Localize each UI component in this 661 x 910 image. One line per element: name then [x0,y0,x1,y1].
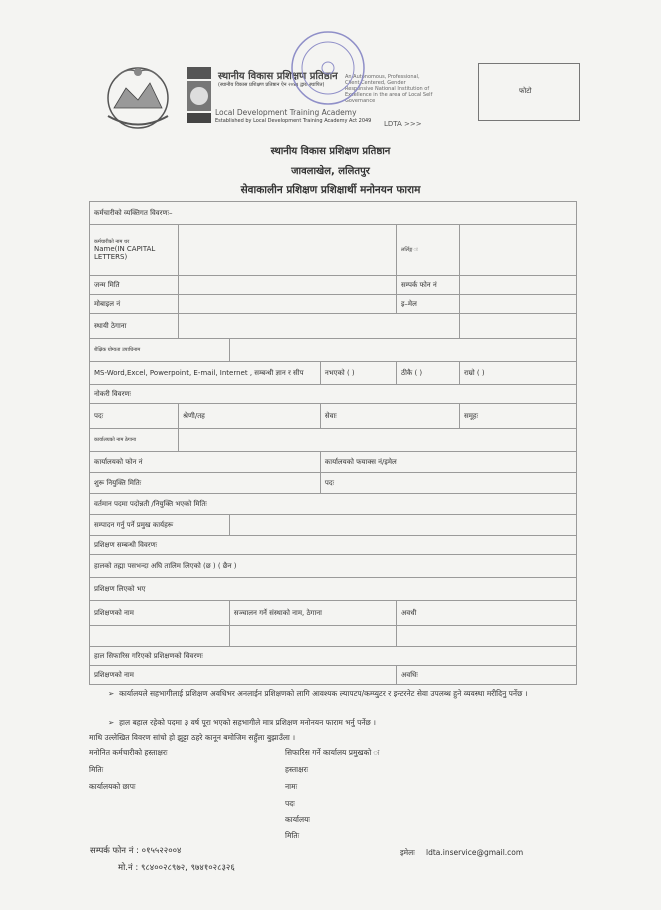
main-duties-value[interactable] [229,515,576,536]
duration-label: अवधी [397,601,577,626]
head-office-label: कार्यालयः [285,815,310,824]
dob-value[interactable] [179,276,397,295]
footer-email[interactable]: ldta.inservice@gmail.com [426,848,524,857]
address-label: स्थायी ठेगाना [90,314,179,339]
group-label: समूहः [460,404,577,429]
email-label: इ–मेल [397,295,460,314]
duration2-label: अवधिः [397,666,577,685]
contact-phone-label: सम्पर्क फोन नं [397,276,460,295]
gender-value[interactable] [460,225,577,276]
photo-label: फोटो [519,87,532,95]
sign-date-label: मितिः [89,765,104,774]
name-label: कर्मचारीको नाम थर Name(IN CAPITAL LETTERS) [90,225,179,276]
recommended-training-heading: हाल सिफारिस गरिएको प्रशिक्षणको विवरणः [90,647,577,666]
title-location: जावलाखेल, ललितपुर [291,166,370,177]
service-label: सेवाः [320,404,459,429]
address-extra[interactable] [460,314,577,339]
level-label: श्रेणी/तह [179,404,321,429]
nepal-emblem [96,58,180,138]
recommending-head-label: सिफारिस गर्ने कार्यालय प्रमुखको ः [285,748,380,757]
nomination-form [89,201,577,685]
tagline: An Autonomous, Professional, Client Centered, Gender Responsive National Institution of Excellence in the area of Local Self Governance [345,74,433,104]
training-row-1-duration[interactable] [397,626,577,647]
official-stamp [288,28,368,108]
training-name2-label: प्रशिक्षणको नाम [90,666,397,685]
education-value[interactable] [229,339,576,362]
office-address-value[interactable] [179,429,577,452]
arrow-icon: ➢ [108,718,115,727]
name-value[interactable] [179,225,397,276]
footer-mobile: मो.नं : ९८४००२८९७२, ९७४१०२८३२६ [118,863,235,873]
training-details-heading: प्रशिक्षण सम्बन्धी विवरणः [90,536,577,555]
nominee-sign-label: मनोनित कर्मचारीको हस्ताक्षरः [89,748,168,757]
dob-label: जन्म मिति [90,276,179,295]
office-seal-label: कार्यालयको छापः [89,782,136,791]
address-value[interactable] [179,314,460,339]
org-name-np: स्थानीय विकास प्रशिक्षण प्रतिष्ठान [218,71,338,82]
org-name-en: Local Development Training Academy [215,108,357,117]
note-2: ➢ हाल बहाल रहेको पदमा ३ वर्ष पूरा भएको सहभागीले मात्र प्रशिक्षण मनोनयन फाराम भर्नु पर्नेछ । [108,718,376,727]
email-value[interactable] [460,295,577,314]
training-name-label: प्रशिक्षणको नाम [90,601,230,626]
contact-phone-value[interactable] [460,276,577,295]
computer-skills-label: MS-Word,Excel, Powerpoint, E-mail, Internet , सम्बन्धी ज्ञान र सीप [90,362,321,385]
trainings-taken-heading: प्रशिक्षण लिएको भए [90,578,577,601]
org-name-en-sub: Established by Local Development Training Academy Act 2049 [215,118,372,124]
mobile-value[interactable] [179,295,397,314]
training-row-1-org[interactable] [229,626,396,647]
footer-email-label: इमेलः [400,848,415,857]
post-label: पदः [90,404,179,429]
head-sign-label: हस्ताक्षरः [285,765,309,774]
skill-good[interactable]: राम्रो ( ) [460,362,577,385]
ldta-mark: LDTA >>> [384,120,422,128]
head-name-label: नामः [285,782,298,791]
mobile-label: मोबाइल नं [90,295,179,314]
title-org: स्थानीय विकास प्रशिक्षण प्रतिष्ठान [270,146,391,157]
education-label: शैक्षिक योग्यता उपाधिनाम [90,339,230,362]
org-name-np-sub: (स्थानीय विकास प्रशिक्षण प्रतिष्ठान ऐन २०४९ द्वारा स्थापित) [218,82,325,88]
ldta-logo [185,65,213,125]
training-row-1-name[interactable] [90,626,230,647]
office-address-label: कार्यालयको नाम ठेगाना [90,429,179,452]
title-form: सेवाकालीन प्रशिक्षण प्रशिक्षार्थी मनोनयन फाराम [240,184,421,196]
head-date-label: मितिः [285,831,300,840]
main-duties-label: सम्पादन गर्नु पर्ने प्रमुख कार्यहरू [90,515,230,536]
footer-phone: सम्पर्क फोन नं : ०१५५२२००४ [90,846,182,856]
personal-details-heading: कर्मचारीको व्यक्तिगत विवरणः– [90,202,577,225]
skill-weak[interactable]: नभएको ( ) [320,362,396,385]
job-details-heading: नोकरी विवरणः [90,385,577,404]
first-appointment-label: शुरू नियुक्ति मितिः [90,473,321,494]
conducting-org-label: सञ्चालन गर्ने संस्थाको नाम, ठेगाना [229,601,396,626]
office-fax-label: कार्यालयको फयाक्स नं/इमेल [320,452,576,473]
head-post-label: पदः [285,799,295,808]
gender-label: लर्लिङ्ग ः [397,225,460,276]
skill-ok[interactable]: ठीकै ( ) [397,362,460,385]
first-post-label: पदः [320,473,576,494]
current-post-date: वर्तमान पदमा पदोन्नती /नियुक्ति भएको मितिः [90,494,577,515]
declaration: माथि उल्लेखित विवरण सांचो हो झुट्टा ठहरे कानून बमोजिम सहुँला बुझाउँला । [89,733,296,742]
office-phone-label: कार्यालयको फोन नं [90,452,321,473]
arrow-icon: ➢ [108,689,115,698]
previous-training: हालको तह्मा पसभन्दा अघि तालिम लिएको (छ ) ( छैन ) [90,555,577,578]
note-1: ➢ कार्यालयले सहभागीलाई प्रशिक्षण अवधिभर अनलाईन प्रशिक्षणको लागि आवश्यक ल्यापटप/कम्प्युटर र इन्टरनेट सेवा उपलब्ध हुने व्यवस्था मरीदिनु पर्नेछ । [108,689,528,698]
